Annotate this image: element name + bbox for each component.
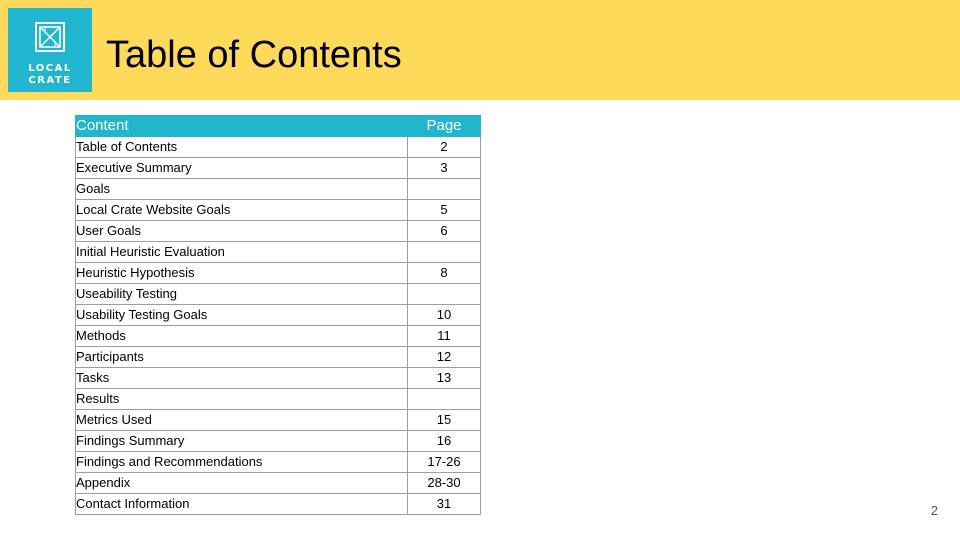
toc-entry-page: 13 bbox=[408, 368, 481, 389]
toc-row bbox=[76, 305, 481, 326]
toc-entry-page: 2 bbox=[408, 137, 481, 158]
toc-entry-page: 5 bbox=[408, 200, 481, 221]
toc-row bbox=[76, 179, 481, 200]
local-crate-logo bbox=[8, 8, 92, 92]
toc-row bbox=[76, 473, 481, 494]
toc-entry-page: 16 bbox=[408, 431, 481, 452]
toc-entry-page bbox=[408, 242, 481, 263]
logo-wordmark bbox=[8, 63, 92, 87]
toc-entry-title: Methods bbox=[76, 326, 408, 347]
toc-entry-page bbox=[408, 389, 481, 410]
logo-line-1: LOCAL bbox=[28, 63, 72, 74]
toc-entry-title: Goals bbox=[76, 179, 408, 200]
toc-row bbox=[76, 389, 481, 410]
toc-entry-title: Participants bbox=[76, 347, 408, 368]
toc-table bbox=[75, 115, 481, 515]
toc-entry-title: Executive Summary bbox=[76, 158, 408, 179]
toc-entry-title: User Goals bbox=[76, 221, 408, 242]
toc-entry-title: Useability Testing bbox=[76, 284, 408, 305]
toc-entry-page: 31 bbox=[408, 494, 481, 515]
toc-entry-page: 15 bbox=[408, 410, 481, 431]
page-column-header: Page bbox=[408, 116, 481, 137]
toc-row bbox=[76, 326, 481, 347]
content-column-header: Content bbox=[76, 116, 408, 137]
toc-entry-title: Initial Heuristic Evaluation bbox=[76, 242, 408, 263]
toc-row bbox=[76, 284, 481, 305]
toc-body bbox=[76, 137, 481, 515]
toc-entry-title: Usability Testing Goals bbox=[76, 305, 408, 326]
toc-entry-title: Tasks bbox=[76, 368, 408, 389]
toc-row bbox=[76, 200, 481, 221]
toc-row bbox=[76, 221, 481, 242]
toc-entry-title: Heuristic Hypothesis bbox=[76, 263, 408, 284]
toc-entry-page: 6 bbox=[408, 221, 481, 242]
toc-entry-title: Results bbox=[76, 389, 408, 410]
toc-entry-page: 8 bbox=[408, 263, 481, 284]
toc-entry-title: Appendix bbox=[76, 473, 408, 494]
toc-entry-page bbox=[408, 284, 481, 305]
toc-row bbox=[76, 242, 481, 263]
toc-row bbox=[76, 347, 481, 368]
toc-entry-title: Table of Contents bbox=[76, 137, 408, 158]
toc-row bbox=[76, 158, 481, 179]
toc-entry-page: 12 bbox=[408, 347, 481, 368]
toc-entry-page: 3 bbox=[408, 158, 481, 179]
toc-row bbox=[76, 263, 481, 284]
toc-row bbox=[76, 410, 481, 431]
toc-header-row bbox=[76, 116, 481, 137]
toc-entry-title: Local Crate Website Goals bbox=[76, 200, 408, 221]
toc-row bbox=[76, 137, 481, 158]
toc-row bbox=[76, 368, 481, 389]
toc-entry-page: 28-30 bbox=[408, 473, 481, 494]
toc-row bbox=[76, 494, 481, 515]
toc-row bbox=[76, 431, 481, 452]
toc-entry-page: 11 bbox=[408, 326, 481, 347]
toc-entry-page: 10 bbox=[408, 305, 481, 326]
toc-row bbox=[76, 452, 481, 473]
toc-entry-title: Contact Information bbox=[76, 494, 408, 515]
toc-entry-title: Findings and Recommendations bbox=[76, 452, 408, 473]
logo-line-2: CRATE bbox=[28, 75, 72, 86]
toc-entry-title: Findings Summary bbox=[76, 431, 408, 452]
page-title: Table of Contents bbox=[106, 34, 402, 76]
toc-entry-page bbox=[408, 179, 481, 200]
slide-number: 2 bbox=[930, 503, 938, 518]
crate-icon bbox=[35, 22, 65, 52]
toc-entry-title: Metrics Used bbox=[76, 410, 408, 431]
toc-entry-page: 17-26 bbox=[408, 452, 481, 473]
